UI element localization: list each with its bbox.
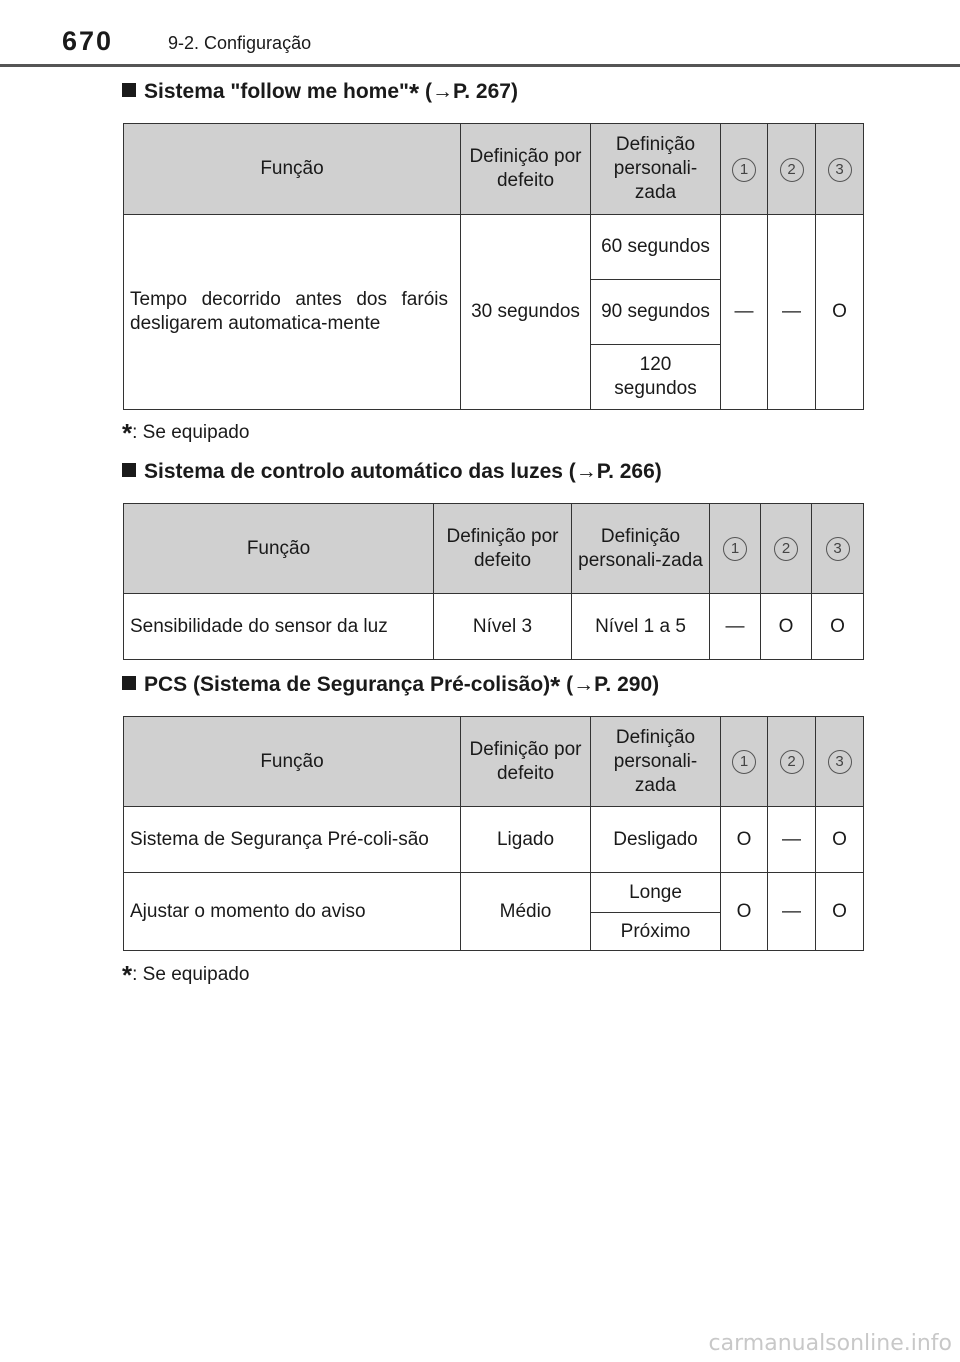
section-title-follow-me-home: Sistema "follow me home"* (→P. 267) — [122, 80, 518, 104]
cell-c1: O — [721, 807, 768, 873]
table-header-row — [124, 124, 864, 215]
table-row — [124, 873, 864, 913]
circled-2-icon: 2 — [774, 537, 798, 561]
cell-custom: 120 segundos — [591, 345, 721, 410]
cell-c1: — — [710, 594, 761, 660]
col-custom: Definição personali-zada — [572, 504, 710, 594]
cell-c3: O — [816, 873, 864, 951]
col-1 — [710, 504, 761, 594]
col-funcao: Função — [124, 124, 461, 215]
page-number: 670 — [62, 26, 114, 56]
cell-custom: 60 segundos — [591, 215, 721, 280]
bullet-square-icon — [122, 676, 136, 690]
circled-1-icon: 1 — [732, 158, 756, 182]
cell-c1: O — [721, 873, 768, 951]
chapter-title: 9-2. Configuração — [168, 33, 312, 53]
circled-2-icon: 2 — [780, 750, 804, 774]
circled-3-icon: 3 — [828, 158, 852, 182]
cell-custom: Desligado — [591, 807, 721, 873]
col-default: Definição por defeito — [434, 504, 572, 594]
col-funcao: Função — [124, 504, 434, 594]
col-2 — [768, 124, 816, 215]
cell-c3: O — [816, 215, 864, 410]
col-custom: Definição personali-zada — [591, 124, 721, 215]
col-custom: Definição personali-zada — [591, 717, 721, 807]
table-row — [124, 594, 864, 660]
cell-function: Tempo decorrido antes dos faróis desligarem automatica-mente — [124, 215, 461, 410]
table-row — [124, 807, 864, 873]
col-3 — [812, 504, 864, 594]
cell-default: 30 segundos — [461, 215, 591, 410]
cell-default: Nível 3 — [434, 594, 572, 660]
section-title-pcs: PCS (Sistema de Segurança Pré-colisão)* (→P. 290) — [122, 673, 659, 697]
cell-function: Sistema de Segurança Pré-coli-são — [124, 807, 461, 873]
bullet-square-icon — [122, 83, 136, 97]
col-2 — [768, 717, 816, 807]
circled-2-icon: 2 — [780, 158, 804, 182]
table-pcs — [123, 716, 864, 951]
bullet-square-icon — [122, 463, 136, 477]
cell-custom: Longe — [591, 873, 721, 913]
watermark: carmanualsonline.info — [708, 1331, 952, 1356]
col-3 — [816, 124, 864, 215]
circled-3-icon: 3 — [828, 750, 852, 774]
col-2 — [761, 504, 812, 594]
cell-default: Ligado — [461, 807, 591, 873]
cell-custom: Nível 1 a 5 — [572, 594, 710, 660]
circled-1-icon: 1 — [723, 537, 747, 561]
cell-custom: 90 segundos — [591, 280, 721, 345]
cell-c2: O — [761, 594, 812, 660]
col-3 — [816, 717, 864, 807]
table-follow-me-home — [123, 123, 864, 410]
circled-1-icon: 1 — [732, 750, 756, 774]
cell-c2: — — [768, 215, 816, 410]
table-header-row — [124, 717, 864, 807]
footnote-equipped: *: Se equipado — [122, 960, 250, 990]
table-auto-lights — [123, 503, 864, 660]
cell-c1: — — [721, 215, 768, 410]
page-header — [0, 0, 960, 70]
col-default: Definição por defeito — [461, 717, 591, 807]
table-row — [124, 215, 864, 280]
cell-c2: — — [768, 873, 816, 951]
cell-c2: — — [768, 807, 816, 873]
section-title-auto-lights: Sistema de controlo automático das luzes (→P. 266) — [122, 460, 662, 484]
col-1 — [721, 124, 768, 215]
cell-c3: O — [816, 807, 864, 873]
col-1 — [721, 717, 768, 807]
header-rule — [0, 64, 960, 67]
cell-function: Sensibilidade do sensor da luz — [124, 594, 434, 660]
table-header-row — [124, 504, 864, 594]
cell-function: Ajustar o momento do aviso — [124, 873, 461, 951]
col-default: Definição por defeito — [461, 124, 591, 215]
circled-3-icon: 3 — [826, 537, 850, 561]
cell-default: Médio — [461, 873, 591, 951]
cell-c3: O — [812, 594, 864, 660]
col-funcao: Função — [124, 717, 461, 807]
footnote-equipped: *: Se equipado — [122, 418, 250, 448]
cell-custom: Próximo — [591, 913, 721, 951]
